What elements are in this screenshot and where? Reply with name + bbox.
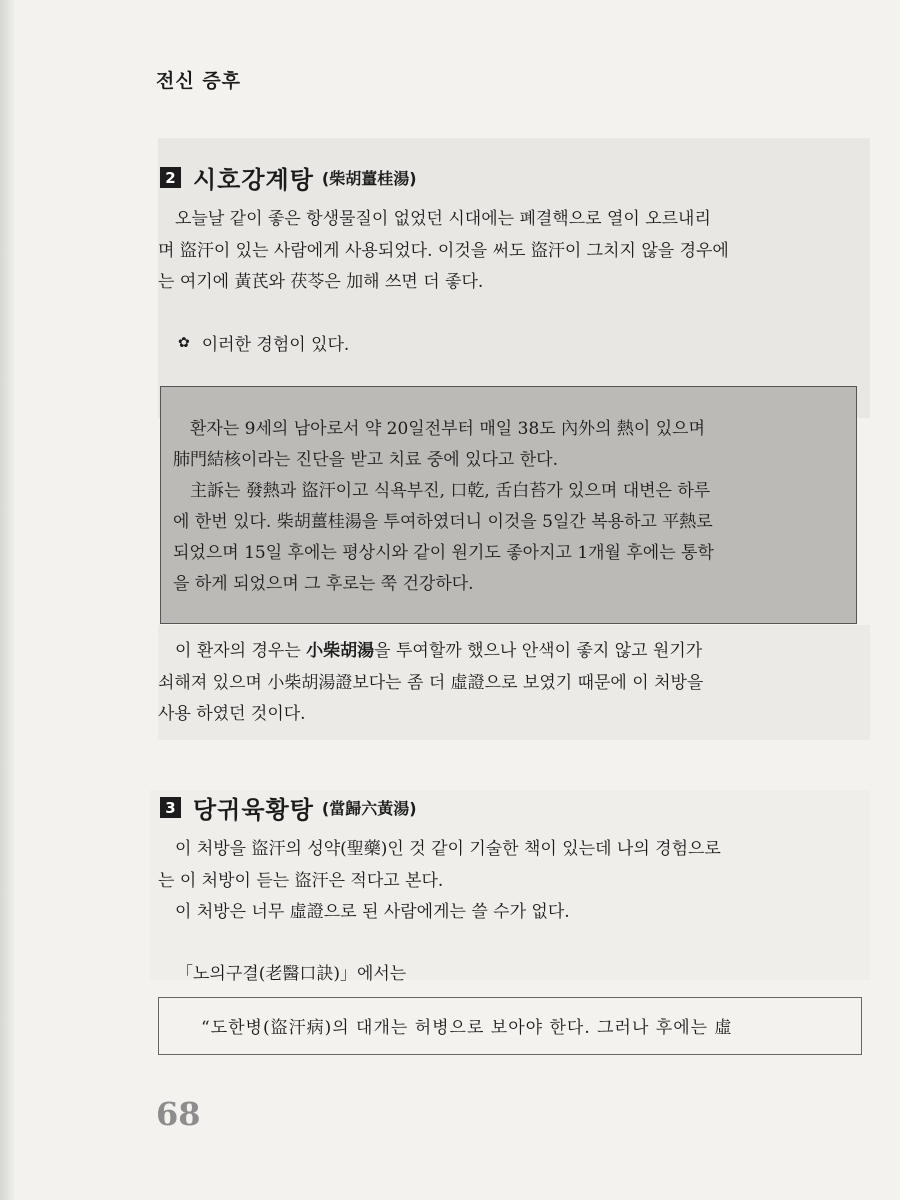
case-paragraph — [173, 414, 848, 476]
experience-bullet — [178, 330, 349, 355]
text-segment: 이 환자의 경우는 — [175, 641, 307, 661]
text-line — [158, 636, 862, 668]
text-line: 쇠해져 있으며 小柴胡湯證보다는 좀 더 虛證으로 보였기 때문에 이 처방을 — [158, 672, 704, 693]
section-3-heading — [160, 790, 417, 825]
section-title: 당귀육황탕 — [193, 796, 314, 824]
section-number-box: 2 — [160, 167, 181, 188]
text-line: 는 이 처방이 듣는 盜汗은 적다고 본다. — [158, 870, 444, 891]
text-line: 사용 하였던 것이다. — [158, 704, 306, 724]
section-title: 시호강계탕 — [193, 166, 314, 194]
text-line: 며 盜汗이 있는 사람에게 사용되었다. 이것을 써도 盜汗이 그치지 않을 경우에 — [158, 240, 729, 261]
intro-paragraph — [158, 204, 862, 299]
text-line: 이 처방을 盜汗의 성약(聖藥)인 것 같이 기술한 책이 있는데 나의 경험으로 — [175, 839, 721, 859]
text-line: 이 처방은 너무 虛證으로 된 사람에게는 쓸 수가 없다. — [175, 902, 570, 922]
text-line: 되었으며 15일 후에는 평상시와 같이 원기도 좋아지고 1개월 후에는 통학 — [173, 543, 714, 563]
text-line: 는 여기에 黃芪와 茯苓은 加해 쓰면 더 좋다. — [158, 272, 484, 292]
text-line: 환자는 9세의 남아로서 약 20일전부터 매일 38도 內外의 熱이 있으며 — [190, 419, 705, 439]
flower-bullet-icon: ✿ — [178, 334, 190, 351]
formula-name-bold: 小柴胡湯 — [306, 641, 375, 661]
section-3-paragraph — [158, 834, 862, 929]
experience-label: 이러한 경험이 있다. — [201, 335, 350, 355]
case-comment-paragraph — [158, 636, 862, 731]
case-report-box — [160, 386, 857, 624]
text-line: 主訴는 發熱과 盜汗이고 식욕부진, 口乾, 舌白苔가 있으며 대변은 하루 — [190, 481, 711, 501]
case-paragraph — [173, 476, 848, 600]
section-number-box: 3 — [160, 797, 181, 818]
page-number: 68 — [156, 1095, 201, 1133]
text-line: 오늘날 같이 좋은 항생물질이 없었던 시대에는 폐결핵으로 열이 오르내리 — [175, 209, 711, 229]
text-line: 을 하게 되었으며 그 후로는 쭉 건강하다. — [173, 574, 474, 594]
running-header: 전신 증후 — [156, 70, 242, 92]
section-2-heading — [160, 160, 417, 195]
text-segment: 을 투여할까 했으나 안색이 좋지 않고 원기가 — [374, 641, 703, 661]
page-edge — [0, 0, 14, 1200]
section-subtitle: (柴胡薑桂湯) — [321, 169, 417, 188]
quote-box — [158, 997, 862, 1055]
source-citation: 「노의구결(老醫口訣)」에서는 — [176, 964, 407, 984]
text-line: 肺門結核이라는 진단을 받고 치료 중에 있다고 한다. — [173, 450, 558, 470]
quote-text: “도한병(盜汗病)의 대개는 허병으로 보아야 한다. 그러나 후에는 虛 — [201, 1018, 733, 1038]
text-line: 에 한번 있다. 柴胡薑桂湯을 투여하였더니 이것을 5일간 복용하고 平熱로 — [173, 512, 713, 532]
section-subtitle: (當歸六黃湯) — [321, 799, 417, 818]
